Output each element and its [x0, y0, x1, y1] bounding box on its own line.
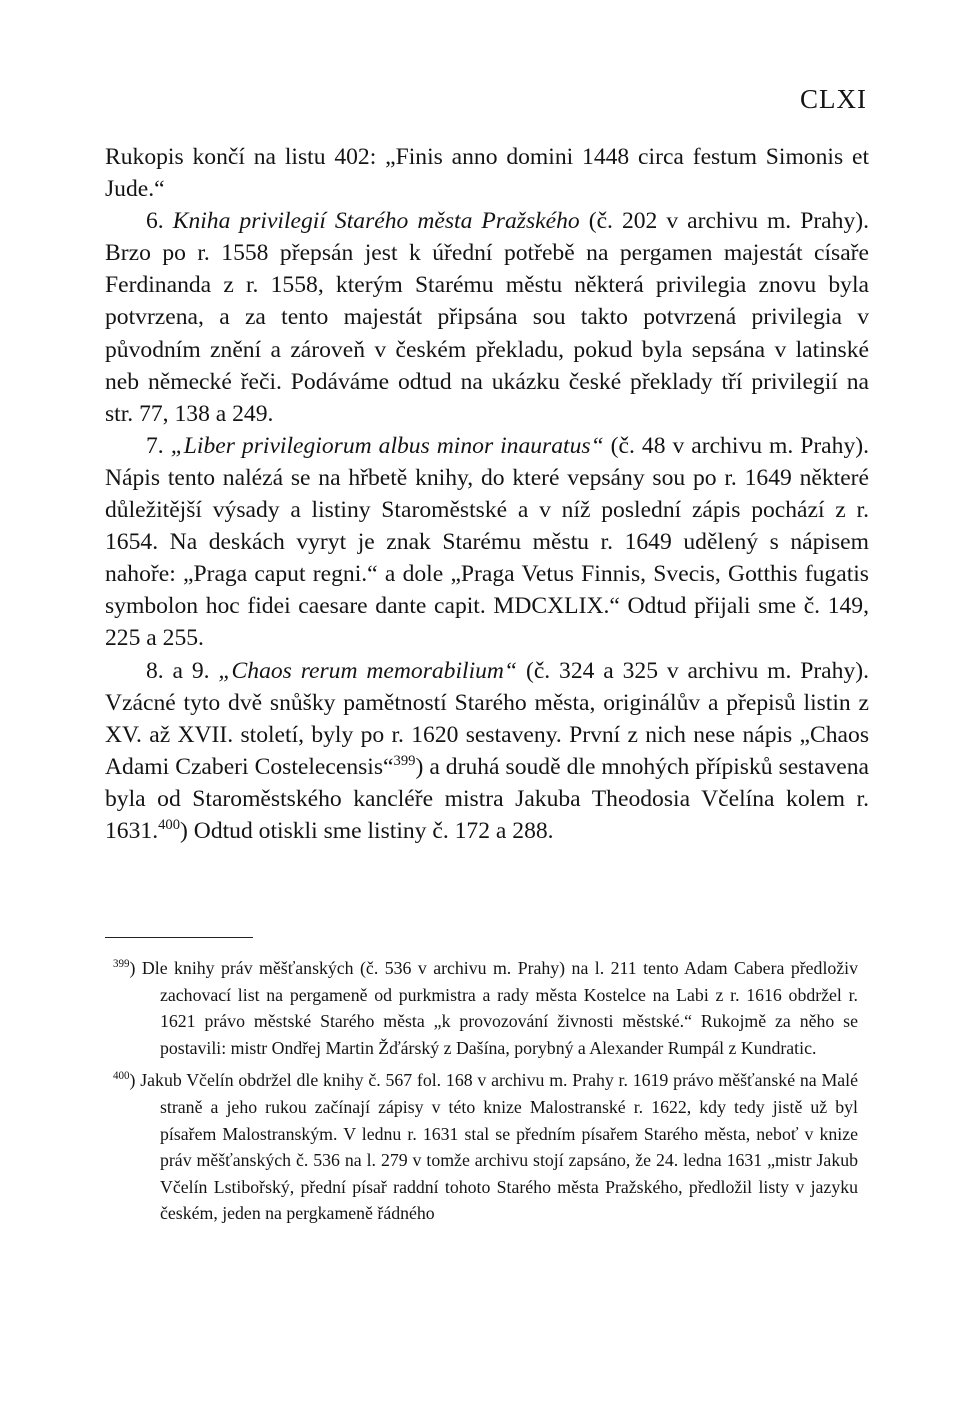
- text-segment: ) a druhá soudě dle mnohých přípisků sestavena byla od Staroměstského kancléře mistra Jakuba Theodosia Včelína kolem r. 1631.: [105, 753, 869, 844]
- footnote: [113, 1067, 858, 1227]
- book-title: Kniha privilegií Starého města Pražského: [172, 208, 580, 235]
- footnote-divider: [105, 937, 253, 938]
- footnotes: [113, 955, 858, 1233]
- paragraph: [105, 205, 869, 430]
- text-segment: (č. 48 v archivu m. Prahy). Nápis tento nalézá se na hřbetě knihy, do které vepsány sou po r. 1649 některé důležitější výsady a listiny Staroměstské a v níž poslední zápis pochází z r. 1654. Na deskách vyryt je znak Starému městu r. 1649 udělený s nápisem nahoře: „Praga caput regni.“ a dole „Praga Vetus Finnis, Svecis, Gotthis fugatis symbolon hoc fidei caesare dante capit. MDCXLIX.“ Odtud přijali sme č. 149, 225 a 255.: [105, 432, 870, 652]
- paragraph: [105, 141, 869, 205]
- text-segment: ) Odtud otiskli sme listiny č. 172 a 288.: [180, 817, 554, 844]
- footnote-text: ) Dle knihy práv měšťanských (č. 536 v archivu m. Prahy) na l. 211 tento Adam Cabera předloživ zachovací list na pergameně od purkmistra a rady města Kostelce na Labi z r. 1616 obdržel r. 1621 právo městské Starého města „k provozování živnosti městské.“ Rukojmě za něho se postavili: mistr Ondřej Martin Žďárský z Dašína, porybný a Alexander Rumpál z Kundratic.: [129, 958, 858, 1058]
- paragraph: [105, 655, 869, 848]
- main-text: [105, 141, 869, 847]
- footnote-marker: 400: [113, 1070, 130, 1083]
- page-number: CLXI: [800, 84, 867, 114]
- footnote-marker: 399: [113, 958, 130, 971]
- footnote-reference: 400: [158, 817, 181, 834]
- text-segment: (č. 324 a 325 v archivu m. Prahy). Vzácné tyto dvě snůšky pamětností Starého města, originálův a přepisů listin z XV. až XVII. století, byly po r. 1620 sestaveny. První z nich nese nápis „Chaos Adami Czaberi Costelecensis“: [105, 657, 869, 780]
- footnote: [113, 955, 858, 1061]
- paragraph: [105, 430, 869, 655]
- footnote-reference: 399: [393, 752, 416, 769]
- book-title: „Chaos rerum memorabilium“: [218, 657, 518, 684]
- footnote-text: ) Jakub Včelín obdržel dle knihy č. 567 fol. 168 v archivu m. Prahy r. 1619 právo měšťanské na Malé straně a jeho rukou začínají zápisy v této knize Malostranské r. 1622, kdy tedy jistě už byl písařem Malostranským. V lednu r. 1631 stal se předním písařem Starého města, neboť v knize práv měšťanských č. 536 na l. 279 v tomže archivu stojí zapsáno, že 24. ledna 1631 „mistr Jakub Včelín Lstibořský, přední písař raddní tohoto Starého města Pražského, předložil listy v jazyku českém, jeden na pergkameně řádného: [129, 1070, 858, 1224]
- text-segment: 7.: [146, 432, 171, 459]
- text-segment: 8. a 9.: [146, 657, 219, 684]
- text-segment: (č. 202 v archivu m. Prahy). Brzo po r. 1558 přepsán jest k úřední potřebě na pergamen majestát císaře Ferdinanda z r. 1558, kterým Starému městu některá privilegia znovu byla potvrzena, a za tento majestát připsána sou takto potvrzená privilegia v původním znění a zároveň v českém překladu, pokud byla sepsána v latinské neb německé řeči. Podáváme odtud na ukázku české překlady tří privilegií na str. 77, 138 a 249.: [105, 208, 870, 427]
- text-segment: Rukopis končí na listu 402: „Finis anno domini 1448 circa festum Simonis et Jude.“: [105, 144, 869, 203]
- text-segment: 6.: [146, 208, 173, 235]
- book-title: „Liber privilegiorum albus minor inauratus“: [170, 432, 604, 459]
